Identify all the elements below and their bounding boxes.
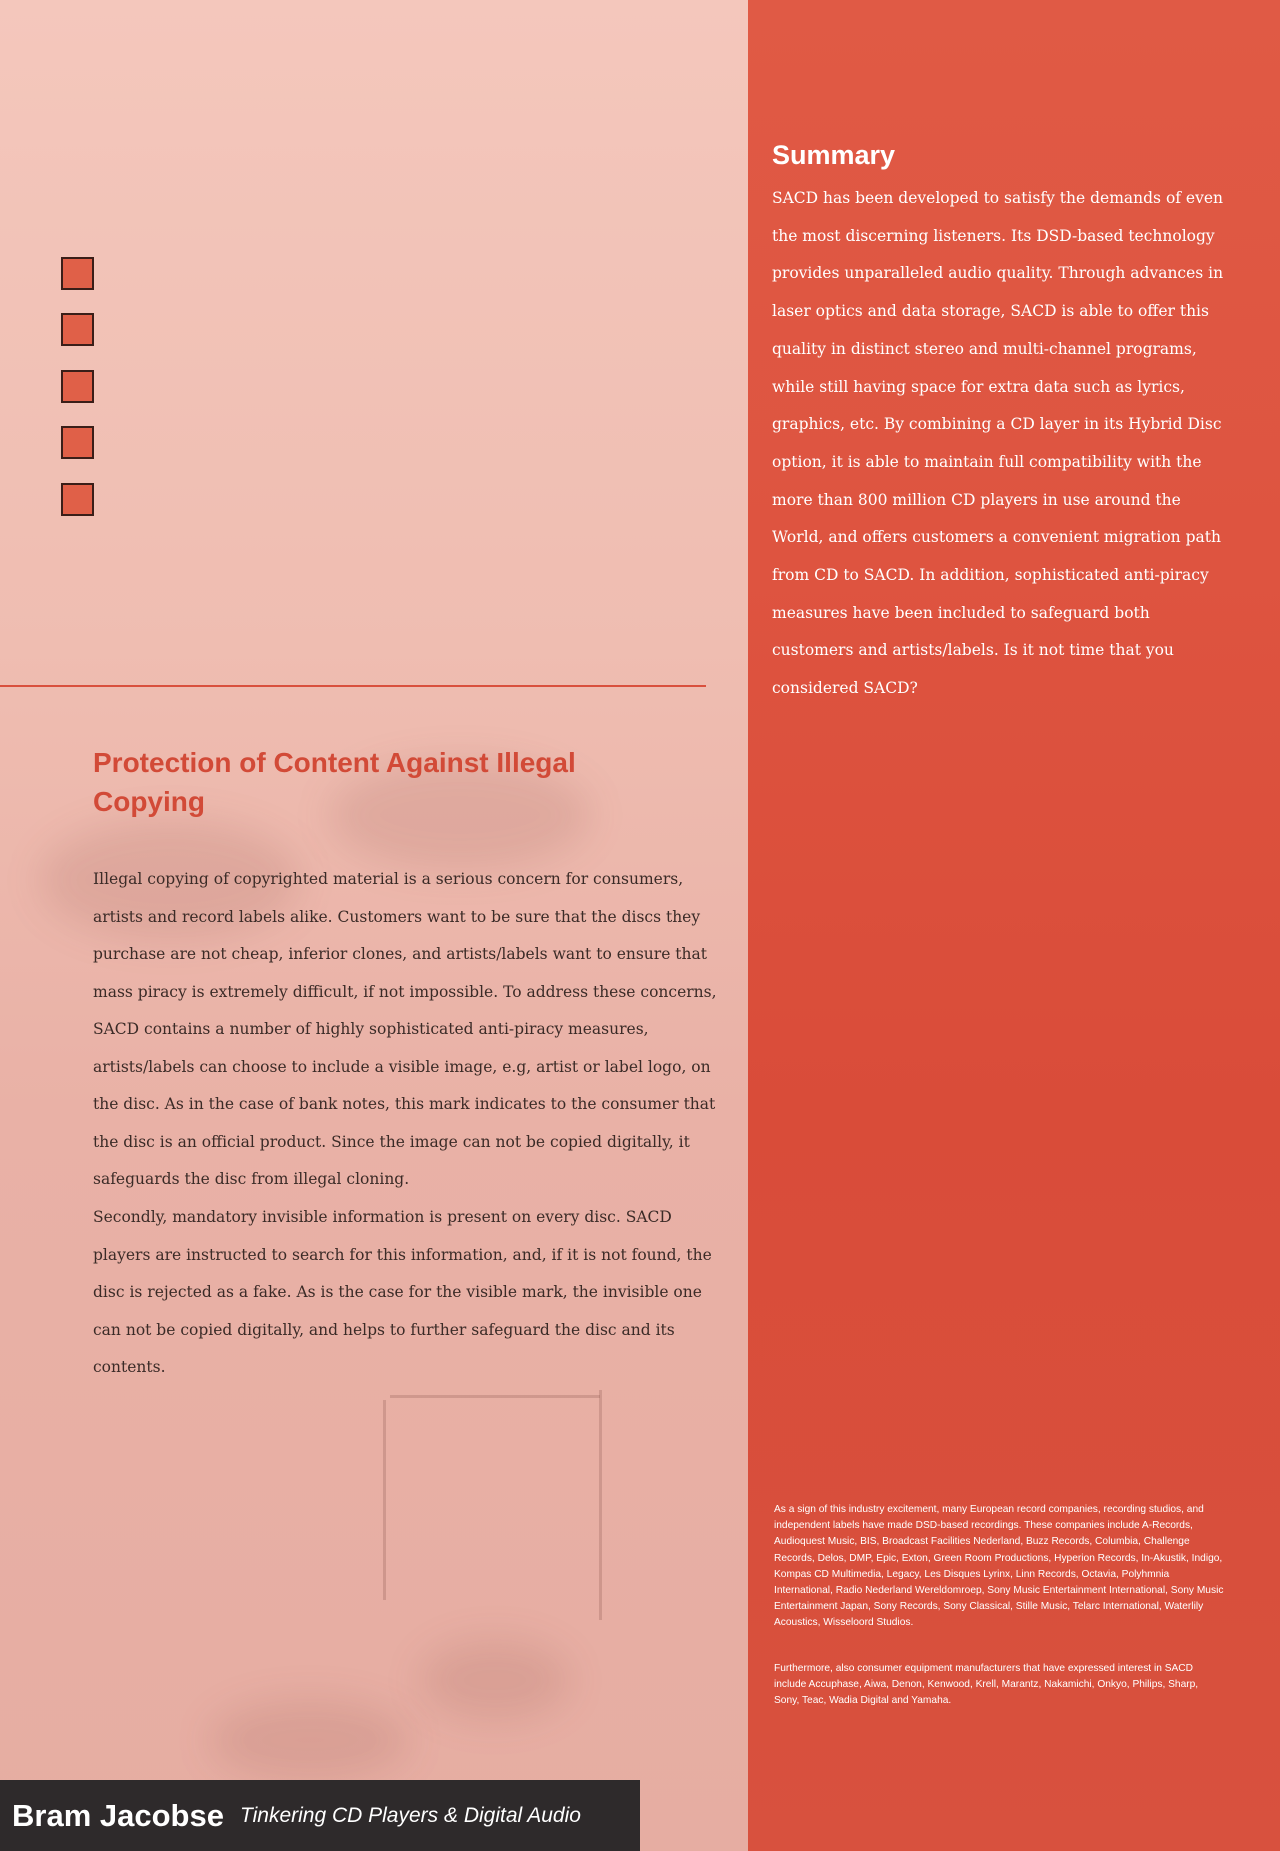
background-shadow-line	[599, 1390, 602, 1620]
decorative-square	[61, 483, 94, 516]
watermark-tagline: Tinkering CD Players & Digital Audio	[239, 1803, 581, 1827]
decorative-square	[61, 370, 94, 403]
watermark-name: Bram Jacobse	[12, 1797, 224, 1833]
decorative-square	[61, 257, 94, 290]
background-shadow-line	[390, 1395, 600, 1398]
protection-title: Protection of Content Against Illegal Copying	[93, 747, 576, 817]
decorative-square	[61, 426, 94, 459]
background-shadow	[210, 1700, 410, 1780]
background-shadow-line	[383, 1400, 386, 1600]
background-shadow	[420, 1640, 570, 1720]
watermark-banner	[0, 1780, 640, 1851]
protection-paragraph-2: Secondly, mandatory invisible information is present on every disc. SACD players are instructed to search for this information, and, if it is not found, the disc is rejected as a fake. As is the case for the visible mark, the invisible one can not be copied digitally, and helps to further safeguard the disc and its contents.	[93, 1208, 712, 1376]
section-divider	[0, 685, 706, 687]
industry-labels-text: As a sign of this industry excitement, many European record companies, recording studios, and independent labels have made DSD-based recordings. These companies include A-Records, Audioquest Music, BIS, Broadcast Facilities Nederland, Buzz Records, Columbia, Challenge Records, Delos, DMP, Epic, Exton, Green Room Productions, Hyperion Records, In-Akustik, Indigo, Kompas CD Multimedia, Legacy, Les Disques Lyrinx, Linn Records, Octavia, Polyhmnia International, Radio Nederland Wereldomroep, Sony Music Entertainment International, Sony Music Entertainment Japan, Sony Records, Sony Classical, Stille Music, Telarc International, Waterlily Acoustics, Wisseloord Studios.	[774, 1504, 1224, 1629]
summary-text: SACD has been developed to satisfy the demands of even the most discerning listeners. Its DSD-based technology provides unparalleled audio quality. Through advances in laser optics and data storage, SACD is able to offer this quality in distinct stereo and multi-channel programs, while still having space for extra data such as lyrics, graphics, etc. By combining a CD layer in its Hybrid Disc option, it is able to maintain full compatibility with the more than 800 million CD players in use around the World, and offers customers a convenient migration path from CD to SACD. In addition, sophisticated anti-piracy measures have been included to safeguard both customers and artists/labels. Is it not time that you considered SACD?	[772, 189, 1224, 698]
summary-title: Summary	[772, 140, 896, 170]
decorative-square	[61, 313, 94, 346]
industry-manufacturers-text: Furthermore, also consumer equipment manufacturers that have expressed interest in SACD include Accuphase, Aiwa, Denon, Kenwood, Krell, Marantz, Nakamichi, Onkyo, Philips, Sharp, Sony, Teac, Wadia Digital and Yamaha.	[774, 1663, 1199, 1707]
protection-paragraph-1: Illegal copying of copyrighted material is a serious concern for consumers, artists and record labels alike. Customers want to be sure that the discs they purchase are not cheap, inferior clones, and artists/labels want to ensure that mass piracy is extremely difficult, if not impossible. To address these concerns, SACD contains a number of highly sophisticated anti-piracy measures, artists/labels can choose to include a visible image, e.g, artist or label logo, on the disc. As in the case of bank notes, this mark indicates to the consumer that the disc is an official product. Since the image can not be copied digitally, it safeguards the disc from illegal cloning.	[93, 870, 717, 1188]
